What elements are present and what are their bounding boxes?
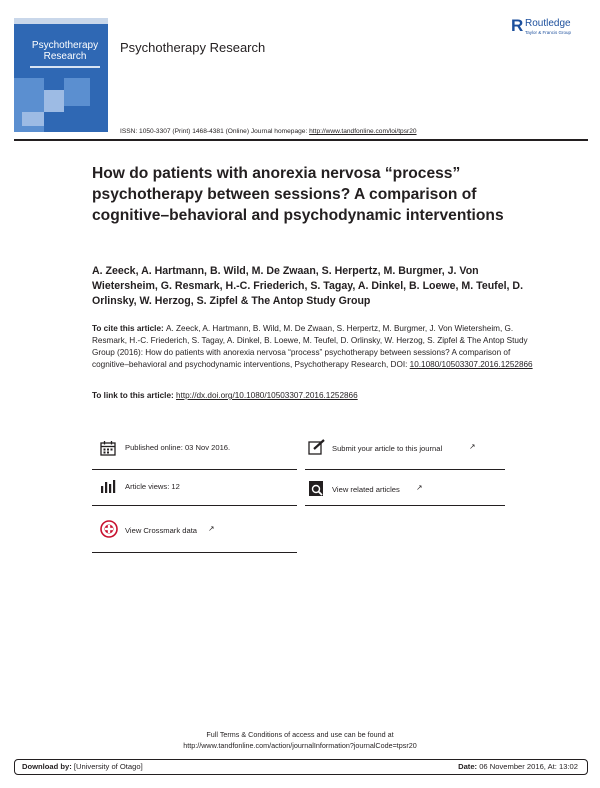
info-divider: [92, 552, 297, 553]
download-date-label: Date:: [458, 762, 478, 771]
info-divider: [305, 469, 505, 470]
related-articles-text: View related articles: [332, 485, 400, 494]
article-views-item: [92, 479, 297, 503]
cover-block: [64, 78, 90, 106]
header-divider: [14, 139, 588, 141]
issn-line: [120, 128, 417, 135]
cover-title-line: Research: [43, 51, 87, 62]
article-doi-link[interactable]: http://dx.doi.org/10.1080/10503307.2016.1252866: [176, 391, 358, 400]
downloaded-by-value: [University of Otago]: [71, 762, 143, 771]
crossmark-icon: [100, 520, 118, 538]
external-link-icon: ↗: [416, 483, 423, 492]
info-divider: [305, 505, 505, 506]
published-online-text: Published online: 03 Nov 2016.: [125, 443, 231, 452]
downloaded-by-label: Download by:: [22, 762, 72, 771]
external-link-icon: ↗: [208, 524, 215, 533]
cover-subtitle-bar: [30, 66, 100, 68]
journal-homepage-link[interactable]: http://www.tandfonline.com/loi/tpsr20: [309, 128, 417, 135]
edit-icon: [308, 439, 326, 456]
publisher-logo: [511, 18, 591, 40]
bar-chart-icon: [100, 480, 116, 494]
info-divider: [92, 469, 297, 470]
terms-footer: [0, 729, 600, 751]
document-search-icon: [308, 480, 325, 497]
journal-name: Psychotherapy Research: [120, 40, 266, 55]
submit-article-text: Submit your article to this journal: [332, 444, 443, 453]
article-link-line: [92, 391, 537, 400]
article-views-text: Article views: 12: [125, 482, 180, 491]
cover-block: [44, 90, 64, 112]
cover-title: [24, 40, 106, 62]
issn-text: ISSN: 1050-3307 (Print) 1468-4381 (Online) Journal homepage:: [120, 128, 310, 135]
article-authors: A. Zeeck, A. Hartmann, B. Wild, M. De Zwaan, S. Herpertz, M. Burgmer, J. Von Wietersheim, G. Resmark, H.-C. Friederich, S. Tagay, A. Dinkel, B. Loewe, M. Teufel, D. Orlinsky, W. Herzog, S. Zipfel & The Antop Study Group: [92, 265, 524, 307]
publisher-tagline: Taylor & Francis Group: [525, 30, 572, 35]
cover-title-line: Psychotherapy: [31, 40, 99, 51]
crossmark-item[interactable]: [92, 520, 297, 544]
downloaded-by: [22, 762, 143, 771]
download-date: [458, 762, 578, 771]
info-divider: [92, 505, 297, 506]
cover-top-band: [14, 18, 108, 24]
citation-text: A. Zeeck, A. Hartmann, B. Wild, M. De Zwaan, S. Herpertz, M. Burgmer, J. Von Wietersheim, G. Resmark, H.-C. Friederich, S. Tagay, A. Dinkel, B. Loewe, M. Teufel, D. Orlinsky, W. Herzog, S. Zipfel & The Antop Study Group (2016): How do patients with anorexia nervosa “process” psychotherapy between sessions? A comparison of cognitive–behavioral and psychodynamic interventions, Psychotherapy Research, DOI:: [92, 324, 528, 369]
citation-label: To cite this article:: [92, 324, 167, 333]
related-articles-item[interactable]: [305, 479, 505, 503]
terms-text: Full Terms & Conditions of access and use can be found at: [206, 730, 394, 739]
submit-article-item[interactable]: [305, 438, 505, 466]
citation-block: [92, 323, 537, 371]
link-label: To link to this article:: [92, 391, 177, 400]
cover-block: [22, 112, 44, 126]
download-date-value: 06 November 2016, At: 13:02: [477, 762, 578, 771]
external-link-icon: ↗: [469, 442, 476, 451]
routledge-logo-icon: R: [511, 16, 524, 35]
citation-doi-link[interactable]: 10.1080/10503307.2016.1252866: [409, 360, 533, 369]
article-title: How do patients with anorexia nervosa “process” psychotherapy between sessions? A comparison of cognitive–behavioral and psychodynamic interventions: [92, 165, 504, 224]
terms-link[interactable]: http://www.tandfonline.com/action/journalInformation?journalCode=tpsr20: [183, 741, 417, 750]
publisher-name: Routledge: [525, 18, 571, 29]
published-online-item: [92, 438, 297, 466]
calendar-icon: [100, 440, 116, 456]
journal-cover[interactable]: [14, 18, 108, 132]
crossmark-text: View Crossmark data: [125, 526, 198, 535]
